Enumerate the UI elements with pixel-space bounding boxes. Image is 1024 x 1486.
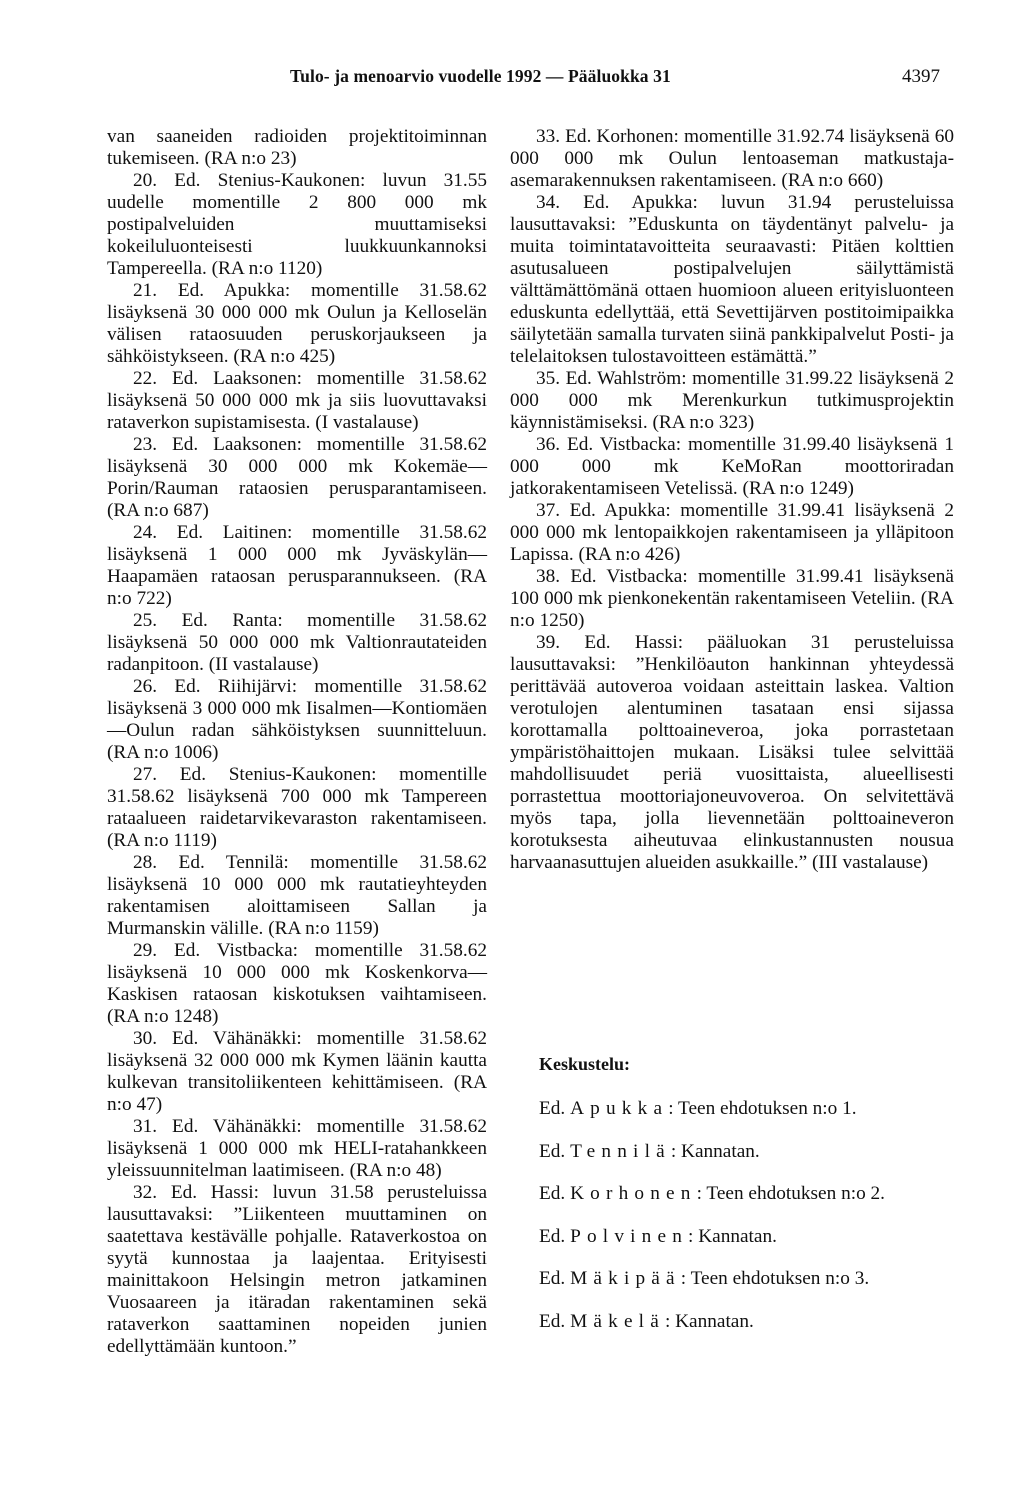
speaker-prefix: Ed.	[539, 1183, 566, 1204]
discussion-line	[539, 1141, 969, 1184]
speaker-prefix: Ed.	[539, 1225, 566, 1247]
discussion-line	[539, 1268, 969, 1311]
entry-35: 35. Ed. Wahlström: momentille 31.99.22 lisäyksenä 2 000 000 mk Merenkurkun tutkimusprojektin käynnistämiseksi. (RA n:o 323)	[510, 368, 954, 433]
speaker-name: Mäkelä	[570, 1310, 665, 1332]
entry-36: 36. Ed. Vistbacka: momentille 31.99.40 lisäyksenä 1 000 000 mk KeMoRan moottoriradan jatkorakentamiseen Vetelissä. (RA n:o 1249)	[510, 434, 954, 499]
entry-32: 32. Ed. Hassi: luvun 31.58 perusteluissa lausuttavaksi: ”Liikenteen muuttaminen on saatettava kestävälle pohjalle. Rataverkostoa on syytä kunnostaa ja laajentaa. Erityisesti mainittakoon Helsingin metron jatkaminen Vuosaareen ja itäradan rakentaminen sekä rataverkon saattaminen nopeiden junien edellyttämään kuntoon.”	[107, 1182, 487, 1357]
speaker-statement: : Teen ehdotuksen n:o 3.	[680, 1268, 870, 1289]
left-column	[107, 126, 487, 1358]
speaker-statement: : Kannatan.	[670, 1140, 760, 1162]
entry-22: 22. Ed. Laaksonen: momentille 31.58.62 lisäyksenä 50 000 000 mk ja siis luovuttavaksi rataverkon supistamisesta. (I vastalause)	[107, 368, 487, 433]
entry-27: 27. Ed. Stenius-Kaukonen: momentille 31.58.62 lisäyksenä 700 000 mk Tampereen rataalueen raidetarvikevaraston rakentamiseen. (RA n:o 1119)	[107, 764, 487, 851]
speaker-name: Apukka	[570, 1098, 669, 1119]
entry-31: 31. Ed. Vähänäkki: momentille 31.58.62 lisäyksenä 1 000 000 mk HELI-ratahankkeen yleissuunnitelman laatimiseen. (RA n:o 48)	[107, 1116, 487, 1181]
entry-39: 39. Ed. Hassi: pääluokan 31 perusteluissa lausuttavaksi: ”Henkilöauton hankinnan yhteydessä perittävää autoveroa voidaan asteittain laskea. Valtion verotulojen alentuminen tasataan ensi sijassa korottamalla polttoaineveroa, joka porrastetaan ympäristöhaittojen mukaan. Lisäksi tulee selvittää mahdollisuudet periä vuosittaista, alueellisesti porrastettua moottoriajoneuvoveroa. On selvitettävä myös tapa, jolla lievennetään polttoaineveron korotuksesta aiheutuvaa elinkustannusten nousua harvaanasuttujen alueiden asukkaille.” (III vastalause)	[510, 632, 954, 873]
entry-38: 38. Ed. Vistbacka: momentille 31.99.41 lisäyksenä 100 000 mk pienkonekentän rakentamiseen Veteliin. (RA n:o 1250)	[510, 566, 954, 631]
speaker-name: Tennilä	[570, 1140, 671, 1162]
right-column	[510, 126, 954, 874]
speaker-prefix: Ed.	[539, 1098, 566, 1119]
discussion-section	[539, 1054, 969, 1353]
entry-21: 21. Ed. Apukka: momentille 31.58.62 lisäyksenä 30 000 000 mk Oulun ja Kelloselän välisen rataosuuden peruskorjaukseen ja sähköistykseen. (RA n:o 425)	[107, 280, 487, 367]
entry-20: 20. Ed. Stenius-Kaukonen: luvun 31.55 uudelle momentille 2 800 000 mk postipalveluiden muuttamiseksi kokeiluluonteisesti luukkuunkannoksi Tampereella. (RA n:o 1120)	[107, 170, 487, 279]
speaker-name: Korhonen	[570, 1183, 697, 1204]
discussion-line	[539, 1311, 969, 1354]
speaker-name: Mäkipää	[570, 1268, 681, 1289]
entry-continuation: van saaneiden radioiden projektitoiminnan tukemiseen. (RA n:o 23)	[107, 126, 487, 169]
running-title: Tulo- ja menoarvio vuodelle 1992 — Pääluokka 31	[290, 66, 671, 86]
entry-33: 33. Ed. Korhonen: momentille 31.92.74 lisäyksenä 60 000 000 mk Oulun lentoaseman matkustaja-asemarakennuksen rakentamiseen. (RA n:o 660)	[510, 126, 954, 191]
entry-37: 37. Ed. Apukka: momentille 31.99.41 lisäyksenä 2 000 000 mk lentopaikkojen rakentamiseen ja ylläpitoon Lapissa. (RA n:o 426)	[510, 500, 954, 565]
speaker-prefix: Ed.	[539, 1310, 566, 1332]
entry-29: 29. Ed. Vistbacka: momentille 31.58.62 lisäyksenä 10 000 000 mk Koskenkorva—Kaskisen rataosan kiskotuksen vaihtamiseen. (RA n:o 1248)	[107, 940, 487, 1027]
speaker-prefix: Ed.	[539, 1140, 566, 1162]
entry-30: 30. Ed. Vähänäkki: momentille 31.58.62 lisäyksenä 32 000 000 mk Kymen läänin kautta kulkevan transitoliikenteen kehittämiseen. (RA n:o 47)	[107, 1028, 487, 1115]
speaker-statement: : Kannatan.	[688, 1225, 777, 1247]
entry-23: 23. Ed. Laaksonen: momentille 31.58.62 lisäyksenä 30 000 000 mk Kokemäe—Porin/Rauman rataosien perusparantamiseen. (RA n:o 687)	[107, 434, 487, 521]
entry-28: 28. Ed. Tennilä: momentille 31.58.62 lisäyksenä 10 000 000 mk rautatieyhteyden rakentamisen aloittamiseen Sallan ja Murmanskin välille. (RA n:o 1159)	[107, 852, 487, 939]
discussion-line	[539, 1098, 969, 1141]
speaker-name: Polvinen	[570, 1225, 689, 1247]
speaker-prefix: Ed.	[539, 1268, 566, 1289]
discussion-heading: Keskustelu:	[539, 1054, 631, 1074]
entry-26: 26. Ed. Riihijärvi: momentille 31.58.62 lisäyksenä 3 000 000 mk Iisalmen—Kontiomäen—Oulun radan sähköistyksen suunnitteluun. (RA n:o 1006)	[107, 676, 487, 763]
discussion-line	[539, 1226, 969, 1269]
discussion-line	[539, 1183, 969, 1226]
entry-34: 34. Ed. Apukka: luvun 31.94 perusteluissa lausuttavaksi: ”Eduskunta on täydentänyt palvelu- ja muita toimintatavoitteita seuraavasti: Pitäen kolttien asutusalueen postipalvelujen säilyttämistä välttämättömänä ottaen huomioon alueen erityisluonteen eduskunta edellyttää, että Sevettijärven postitoimipaikka säilytetään samalla turvaten siinä pankkipalvelut Posti- ja telelaitoksen tulostavoitteen estämättä.”	[510, 192, 954, 367]
page-header	[0, 66, 1024, 96]
entry-24: 24. Ed. Laitinen: momentille 31.58.62 lisäyksenä 1 000 000 mk Jyväskylän—Haapamäen rataosan perusparannukseen. (RA n:o 722)	[107, 522, 487, 609]
speaker-statement: : Teen ehdotuksen n:o 1.	[668, 1098, 857, 1119]
entry-25: 25. Ed. Ranta: momentille 31.58.62 lisäyksenä 50 000 000 mk Valtionrautateiden radanpitoon. (II vastalause)	[107, 610, 487, 675]
speaker-statement: : Teen ehdotuksen n:o 2.	[696, 1183, 885, 1204]
speaker-statement: : Kannatan.	[664, 1310, 754, 1332]
page-number: 4397	[902, 66, 940, 87]
